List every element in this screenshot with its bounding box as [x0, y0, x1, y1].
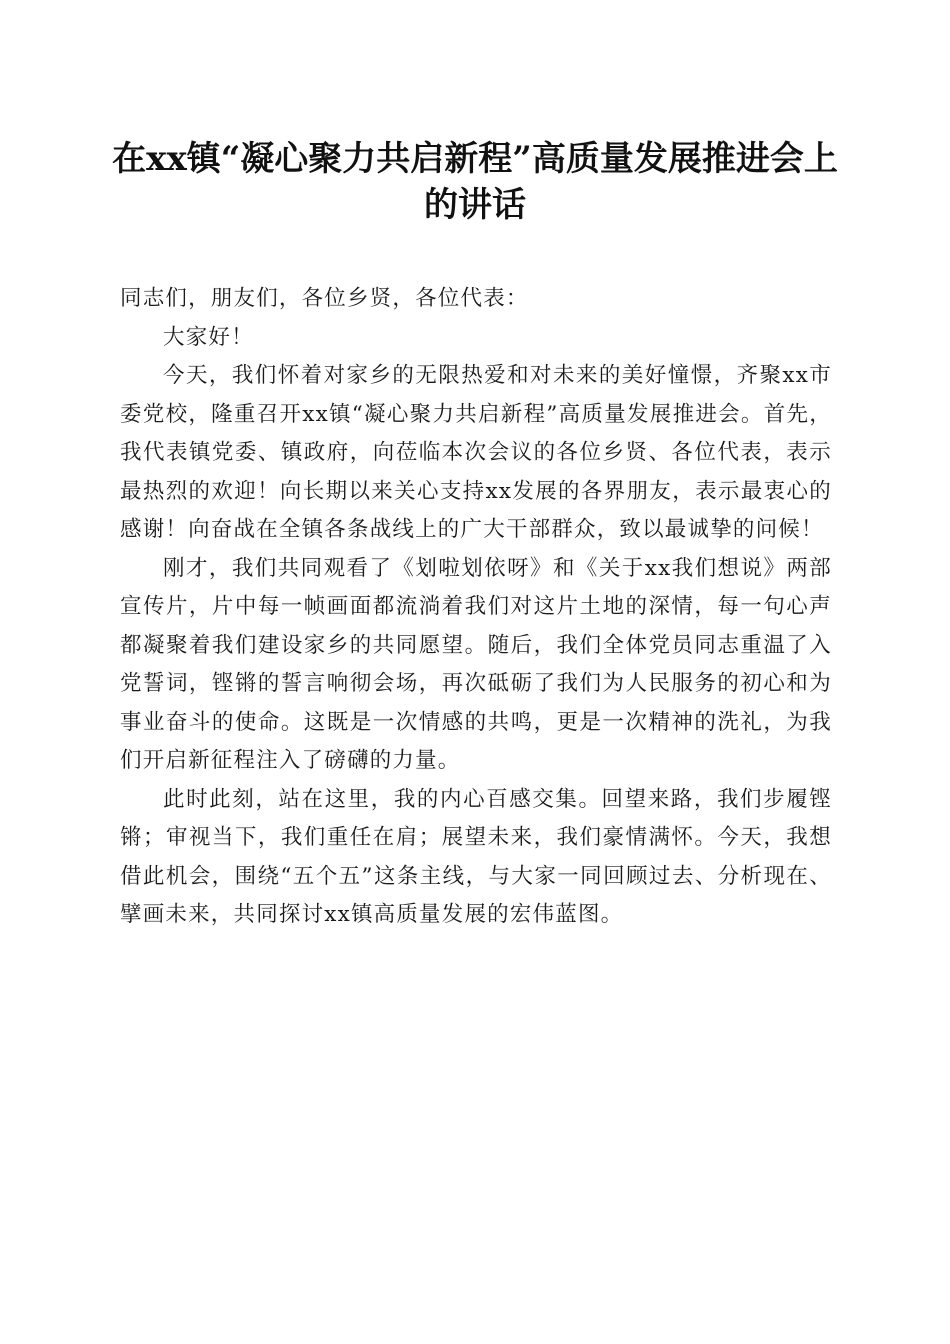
- document-title: 在xx镇“凝心聚力共启新程”高质量发展推进会上的讲话: [112, 139, 838, 225]
- document-body: [120, 280, 832, 935]
- greeting: 大家好！: [163, 324, 254, 350]
- paragraph: 此时此刻，站在这里，我的内心百感交集。回望来路，我们步履铿锵；审视当下，我们重任在肩；展望未来，我们豪情满怀。今天，我想借此机会，围绕“五个五”这条主线，与大家一同回顾过去、分析现在、擘画未来，共同探讨xx镇高质量发展的宏伟蓝图。: [120, 786, 832, 927]
- salutation: 同志们，朋友们，各位乡贤，各位代表：: [120, 286, 529, 311]
- paragraph: 今天，我们怀着对家乡的无限热爱和对未来的美好憧憬，齐聚xx市委党校，隆重召开xx镇“凝心聚力共启新程”高质量发展推进会。首先，我代表镇党委、镇政府，向莅临本次会议的各位乡贤、各位代表，表示最热烈的欢迎！向长期以来关心支持xx发展的各界朋友，表示最衷心的感谢！向奋战在全镇各条战线上的广大干部群众，致以最诚挚的问候！: [120, 363, 832, 542]
- paragraph: 刚才，我们共同观看了《划啦划依呀》和《关于xx我们想说》两部宣传片，片中每一帧画面都流淌着我们对这片土地的深情，每一句心声都凝聚着我们建设家乡的共同愿望。随后，我们全体党员同志重温了入党誓词，铿锵的誓言响彻会场，再次砥砺了我们为人民服务的初心和为事业奋斗的使命。这既是一次情感的共鸣，更是一次精神的洗礼，为我们开启新征程注入了磅礴的力量。: [120, 555, 832, 773]
